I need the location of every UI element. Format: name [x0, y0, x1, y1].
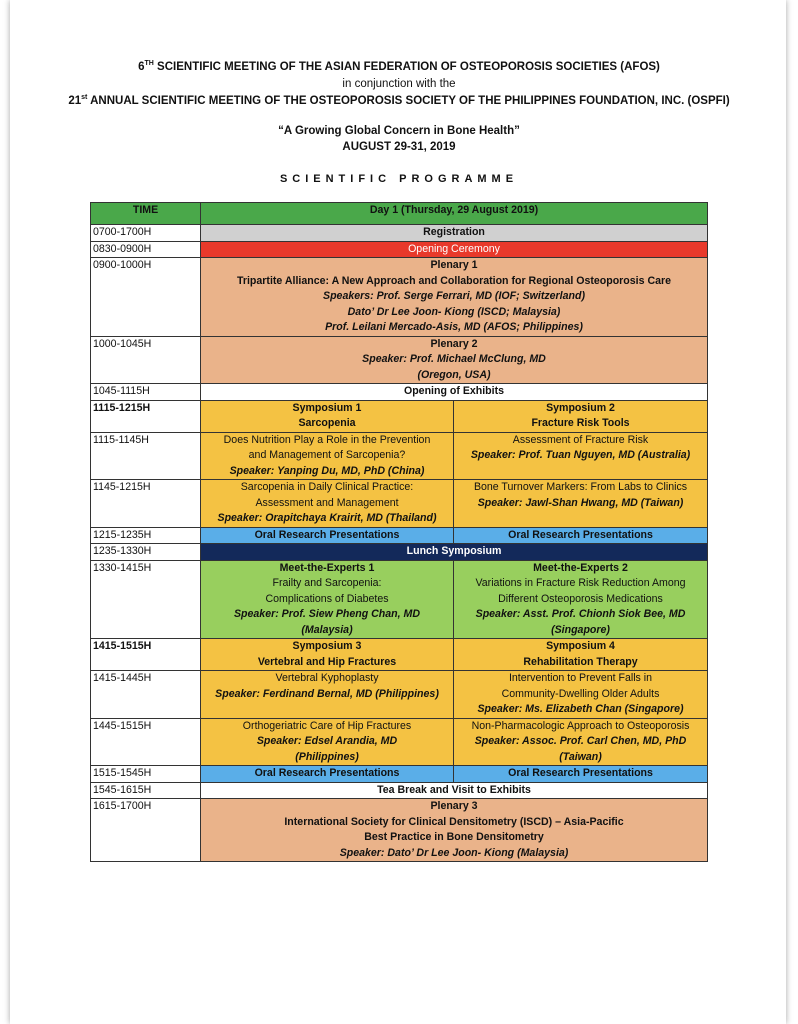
session-left: Orthogeriatric Care of Hip Fractures Speaker: Edsel Arandia, MD (Philippines) [201, 718, 454, 766]
speaker-line: Speaker: Orapitchaya Krairit, MD (Thailand) [217, 512, 437, 524]
speaker-line: Speaker: Asst. Prof. Chionh Siok Bee, MD [475, 608, 686, 620]
session-title: Plenary 3 [430, 800, 478, 812]
time-cell: 0830-0900H [91, 241, 201, 258]
time-cell: 1215-1235H [91, 527, 201, 544]
time-cell: 0700-1700H [91, 225, 201, 242]
time-cell: 1115-1145H [91, 432, 201, 480]
time-cell: 1330-1415H [91, 560, 201, 639]
speaker-line: (Philippines) [295, 750, 359, 763]
event-cell [201, 336, 708, 384]
time-cell: 1515-1545H [91, 766, 201, 783]
event-cell [201, 258, 708, 337]
session-right: Oral Research Presentations [454, 527, 708, 544]
table-row [91, 336, 708, 384]
time-cell: 1615-1700H [91, 799, 201, 862]
header-line-conjunction: in conjunction with the [342, 78, 456, 90]
session-title: Plenary 1 [430, 259, 478, 271]
speaker-line: (Malaysia) [301, 623, 353, 636]
table-row [91, 258, 708, 337]
session-left: Oral Research Presentations [201, 527, 454, 544]
table-row [91, 671, 708, 719]
speaker-line: Prof. Leilani Mercado-Asis, MD (AFOS; Philippines) [325, 321, 583, 333]
speaker-line: Dato’ Dr Lee Joon- Kiong (ISCD; Malaysia) [347, 305, 561, 318]
speaker-line: Speaker: Jawl-Shan Hwang, MD (Taiwan) [477, 496, 684, 509]
table-row [91, 480, 708, 528]
event-cell: Tea Break and Visit to Exhibits [201, 782, 708, 799]
header-line-ospfi: 21st ANNUAL SCIENTIFIC MEETING OF THE OSTEOPOROSIS SOCIETY OF THE PHILIPPINES FOUNDATION, INC. (OSPFI) [68, 94, 730, 107]
speaker-line: (Singapore) [551, 623, 610, 636]
session-title: Plenary 2 [430, 337, 478, 350]
table-header-row [91, 203, 708, 225]
time-cell: 1115-1215H [91, 400, 201, 432]
session-right: Non-Pharmacologic Approach to Osteoporosis Speaker: Assoc. Prof. Carl Chen, MD, PhD (Taiwan) [454, 718, 708, 766]
header-line-afos: 6TH SCIENTIFIC MEETING OF THE ASIAN FEDERATION OF OSTEOPOROSIS SOCIETIES (AFOS) [138, 60, 660, 73]
speaker-line: Speaker: Ferdinand Bernal, MD (Philippines) [215, 687, 439, 700]
table-row [91, 544, 708, 561]
speaker-line: Speaker: Prof. Tuan Nguyen, MD (Australia) [470, 449, 691, 461]
event-cell: Lunch Symposium [201, 544, 708, 561]
time-cell: 1545-1615H [91, 782, 201, 799]
speaker-line: Speaker: Dato’ Dr Lee Joon- Kiong (Malaysia) [339, 846, 569, 859]
session-right: Assessment of Fracture Risk Speaker: Prof. Tuan Nguyen, MD (Australia) [454, 432, 708, 480]
table-row [91, 384, 708, 401]
session-left: Meet-the-Experts 1 Frailty and Sarcopenia: Complications of Diabetes Speaker: Prof. Siew Pheng Chan, MD (Malaysia) [201, 560, 454, 639]
session-left: Sarcopenia in Daily Clinical Practice: Assessment and Management Speaker: Orapitchaya Krairit, MD (Thailand) [201, 480, 454, 528]
session-left: Vertebral Kyphoplasty Speaker: Ferdinand Bernal, MD (Philippines) [201, 671, 454, 719]
session-subtitle: Tripartite Alliance: A New Approach and Collaboration for Regional Osteoporosis Care [236, 274, 672, 287]
time-cell: 1415-1515H [91, 639, 201, 671]
speaker-line: Speaker: Prof. Siew Pheng Chan, MD [233, 608, 421, 620]
speaker-line: (Oregon, USA) [417, 368, 491, 381]
table-row [91, 241, 708, 258]
session-right: Intervention to Prevent Falls in Community-Dwelling Older Adults Speaker: Ms. Elizabeth Chan (Singapore) [454, 671, 708, 719]
header-theme: “A Growing Global Concern in Bone Health” [278, 125, 520, 137]
time-cell: 1045-1115H [91, 384, 201, 401]
time-cell: 1145-1215H [91, 480, 201, 528]
event-cell [201, 799, 708, 862]
time-cell: 1445-1515H [91, 718, 201, 766]
session-right: Symposium 4 Rehabilitation Therapy [454, 639, 708, 671]
event-cell: Registration [201, 225, 708, 242]
event-cell: Opening of Exhibits [201, 384, 708, 401]
session-right: Symposium 2 Fracture Risk Tools [454, 400, 708, 432]
table-row [91, 766, 708, 783]
table-row [91, 560, 708, 639]
session-left: Symposium 3 Vertebral and Hip Fractures [201, 639, 454, 671]
event-cell: Opening Ceremony [201, 241, 708, 258]
time-cell: 0900-1000H [91, 258, 201, 337]
table-row [91, 782, 708, 799]
time-cell: 1415-1445H [91, 671, 201, 719]
table-row [91, 432, 708, 480]
speaker-line: Speaker: Assoc. Prof. Carl Chen, MD, PhD [474, 735, 687, 747]
col-header-time: TIME [91, 203, 201, 225]
table-row [91, 400, 708, 432]
header-dates: AUGUST 29-31, 2019 [342, 141, 456, 153]
session-left: Oral Research Presentations [201, 766, 454, 783]
programme-table [90, 202, 708, 862]
speaker-line: Speaker: Edsel Arandia, MD [256, 735, 398, 747]
speaker-line: Speakers: Prof. Serge Ferrari, MD (IOF; Switzerland) [323, 290, 585, 302]
session-subtitle: Best Practice in Bone Densitometry [364, 831, 544, 843]
table-row [91, 799, 708, 862]
table-row [91, 639, 708, 671]
speaker-line: (Taiwan) [559, 750, 602, 763]
header-programme: SCIENTIFIC PROGRAMME [279, 173, 519, 185]
table-row [91, 527, 708, 544]
time-cell: 1235-1330H [91, 544, 201, 561]
col-header-day: Day 1 (Thursday, 29 August 2019) [201, 203, 708, 225]
session-subtitle: International Society for Clinical Densitometry (ISCD) – Asia-Pacific [284, 815, 624, 828]
session-right: Bone Turnover Markers: From Labs to Clinics Speaker: Jawl-Shan Hwang, MD (Taiwan) [454, 480, 708, 528]
time-cell: 1000-1045H [91, 336, 201, 384]
session-right: Meet-the-Experts 2 Variations in Fracture Risk Reduction Among Different Osteoporosis Medications Speaker: Asst. Prof. Chionh Siok Bee, MD (Singapore) [454, 560, 708, 639]
session-left: Symposium 1 Sarcopenia [201, 400, 454, 432]
speaker-line: Speaker: Prof. Michael McClung, MD [362, 353, 546, 365]
session-left: Does Nutrition Play a Role in the Prevention and Management of Sarcopenia? Speaker: Yanping Du, MD, PhD (China) [201, 432, 454, 480]
speaker-line: Speaker: Ms. Elizabeth Chan (Singapore) [477, 703, 684, 715]
table-row [91, 718, 708, 766]
session-right: Oral Research Presentations [454, 766, 708, 783]
speaker-line: Speaker: Yanping Du, MD, PhD (China) [229, 464, 425, 477]
table-row [91, 225, 708, 242]
